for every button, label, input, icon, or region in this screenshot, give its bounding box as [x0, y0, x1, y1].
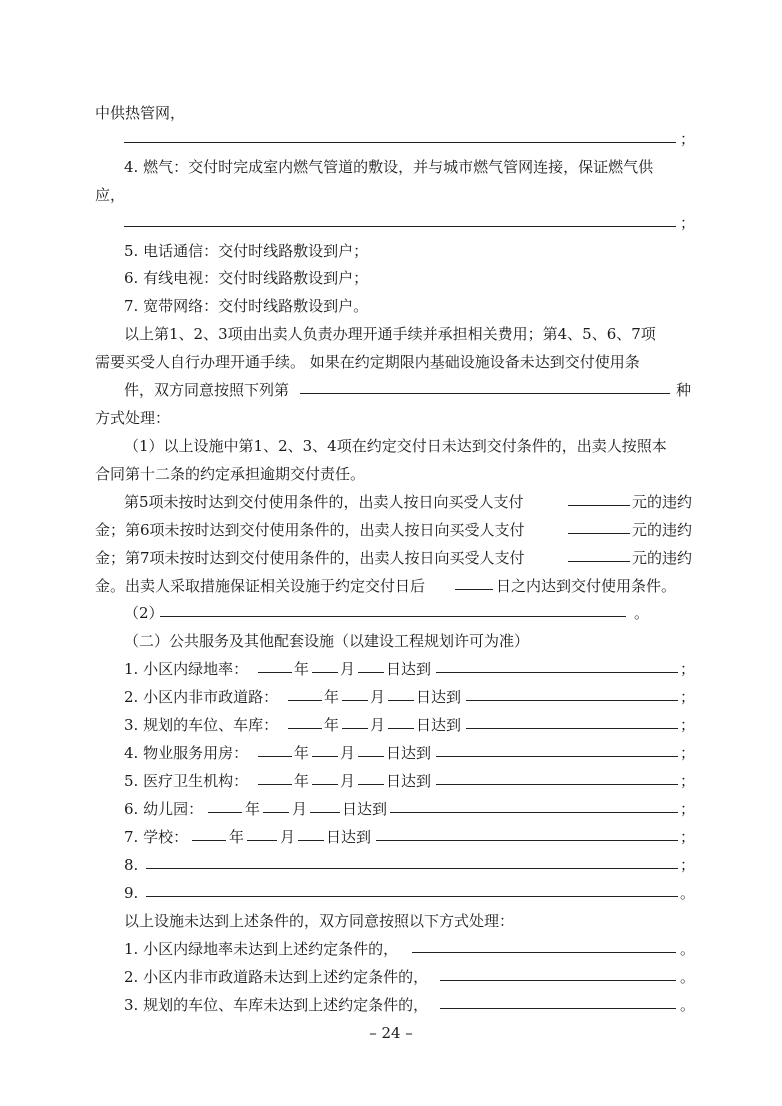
fill-blank[interactable] [466, 713, 678, 729]
text: 1. 小区内绿地率未达到上述约定条件的， [124, 940, 399, 958]
text-line [0, 239, 782, 263]
text: 月 [370, 716, 386, 734]
punctuation: 。 [680, 996, 696, 1014]
text: 3. 规划的车位、车库未达到上述约定条件的， [124, 996, 429, 1014]
month-blank[interactable] [312, 741, 338, 757]
punctuation: ； [680, 214, 696, 232]
punctuation: ； [680, 130, 696, 148]
facility-line [0, 825, 782, 849]
year-blank[interactable] [288, 685, 322, 701]
day-blank[interactable] [310, 797, 340, 813]
text: 7. 学校： [124, 828, 189, 846]
text: 1. 小区内绿地率： [124, 660, 249, 678]
punctuation: 。 [680, 884, 696, 902]
fill-blank[interactable] [568, 518, 630, 534]
text-line [0, 378, 782, 402]
text: 金；第7项未按时达到交付使用条件的，出卖人按日向买受人支付 [95, 549, 525, 567]
fill-blank[interactable] [146, 853, 678, 869]
text: 月 [340, 772, 356, 790]
text-line [0, 909, 782, 933]
text: 2. 小区内非市政道路未达到上述约定条件的， [124, 968, 429, 986]
facility-line [0, 713, 782, 737]
text-line [0, 350, 782, 374]
punctuation: 。 [634, 604, 650, 622]
month-blank[interactable] [312, 657, 338, 673]
fill-blank[interactable] [440, 965, 676, 981]
facility-line [0, 685, 782, 709]
facility-line [0, 769, 782, 793]
remedy-line [0, 937, 782, 961]
remedy-line [0, 993, 782, 1017]
fill-blank[interactable] [390, 797, 678, 813]
text: 日达到 [342, 800, 388, 818]
text: 月 [370, 688, 386, 706]
text-line [0, 294, 782, 318]
text: 年 [324, 716, 340, 734]
text: 日达到 [386, 660, 432, 678]
text: 月 [340, 660, 356, 678]
punctuation: ； [680, 716, 696, 734]
text: 以上第1、2、3项由出卖人负责办理开通手续并承担相关费用；第4、5、6、7项 [124, 325, 656, 343]
text-line [0, 462, 782, 486]
text-line [0, 183, 782, 207]
month-blank[interactable] [342, 685, 368, 701]
day-blank[interactable] [388, 713, 414, 729]
fill-blank[interactable] [146, 881, 678, 897]
month-blank[interactable] [312, 769, 338, 785]
text-line [0, 601, 782, 625]
day-blank[interactable] [298, 825, 324, 841]
text-line [0, 490, 782, 514]
punctuation: 。 [680, 968, 696, 986]
remedy-line [0, 965, 782, 989]
text: 日达到 [416, 688, 462, 706]
day-blank[interactable] [358, 769, 384, 785]
punctuation: ； [680, 856, 696, 874]
fill-blank[interactable] [455, 574, 493, 590]
text: （1）以上设施中第1、2、3、4项在约定交付日未达到交付条件的，出卖人按照本 [124, 437, 667, 455]
text: 月 [340, 744, 356, 762]
text: 元的违约 [632, 549, 693, 567]
text: 8. [124, 856, 139, 874]
text: 4. 燃气：交付时完成室内燃气管道的敷设，并与城市燃气管网连接，保证燃气供 [124, 158, 654, 176]
fill-blank[interactable] [436, 657, 678, 673]
text: 日达到 [386, 744, 432, 762]
fill-blank[interactable] [124, 127, 676, 143]
text: 年 [294, 660, 310, 678]
text: 年 [324, 688, 340, 706]
day-blank[interactable] [388, 685, 414, 701]
text: 日达到 [416, 716, 462, 734]
fill-blank[interactable] [436, 769, 678, 785]
text-line [0, 406, 782, 430]
punctuation: ； [680, 772, 696, 790]
text: 7. 宽带网络：交付时线路敷设到户。 [124, 297, 369, 315]
text: 月 [292, 800, 308, 818]
text-line [0, 574, 782, 598]
section-heading [0, 629, 782, 653]
facility-line [0, 797, 782, 821]
text: 以上设施未达到上述条件的，双方同意按照以下方式处理： [124, 912, 515, 930]
facility-line [0, 741, 782, 765]
year-blank[interactable] [288, 713, 322, 729]
text: 元的违约 [632, 493, 693, 511]
fill-blank[interactable] [440, 993, 676, 1009]
facility-line [0, 853, 782, 877]
text-line [0, 518, 782, 542]
punctuation: ； [680, 800, 696, 818]
year-blank[interactable] [208, 797, 242, 813]
text: （2） [124, 604, 164, 622]
year-blank[interactable] [258, 741, 292, 757]
month-blank[interactable] [342, 713, 368, 729]
blank-line [0, 127, 782, 151]
text: 合同第十二条的约定承担逾期交付责任。 [95, 465, 366, 483]
text-line [0, 155, 782, 179]
fill-blank[interactable] [376, 825, 678, 841]
text: （二）公共服务及其他配套设施（以建设工程规划许可为准） [124, 632, 530, 650]
text: 9. [124, 884, 139, 902]
text: 5. 医疗卫生机构： [124, 772, 249, 790]
text: 月 [280, 828, 296, 846]
text-line [0, 101, 782, 125]
text: 2. 小区内非市政道路： [124, 688, 279, 706]
fill-blank[interactable] [436, 741, 678, 757]
fill-blank[interactable] [124, 211, 676, 227]
text-line [0, 322, 782, 346]
text: 元的违约 [632, 521, 693, 539]
page-number: – 24 – [369, 1024, 413, 1042]
text-line [0, 266, 782, 290]
day-blank[interactable] [358, 657, 384, 673]
text: 6. 幼儿园： [124, 800, 204, 818]
punctuation: ； [680, 744, 696, 762]
text: 6. 有线电视：交付时线路敷设到户； [124, 269, 369, 287]
text-line [0, 546, 782, 570]
fill-blank[interactable] [466, 685, 678, 701]
text: 应， [95, 186, 126, 204]
year-blank[interactable] [192, 825, 226, 841]
year-blank[interactable] [258, 657, 292, 673]
text: 4. 物业服务用房： [124, 744, 249, 762]
day-blank[interactable] [358, 741, 384, 757]
month-blank[interactable] [247, 825, 277, 841]
text: 年 [229, 828, 245, 846]
text: 金。出卖人采取措施保证相关设施于约定交付日后 [95, 577, 426, 595]
text: 日达到 [386, 772, 432, 790]
fill-blank[interactable] [568, 546, 630, 562]
text: 方式处理： [95, 409, 171, 427]
text: 需要买受人自行办理开通手续。 如果在约定期限内基础设施设备未达到交付使用条 [95, 353, 640, 371]
text: 第5项未按时达到交付使用条件的，出卖人按日向买受人支付 [124, 493, 524, 511]
text: 种 [676, 381, 692, 399]
blank-line [0, 211, 782, 235]
text: 年 [294, 744, 310, 762]
text: 3. 规划的车位、车库： [124, 716, 279, 734]
month-blank[interactable] [263, 797, 289, 813]
text: 年 [294, 772, 310, 790]
text: 件，双方同意按照下列第 [124, 381, 290, 399]
facility-line [0, 657, 782, 681]
text: 日之内达到交付使用条件。 [496, 577, 677, 595]
text: 年 [245, 800, 261, 818]
text: 金；第6项未按时达到交付使用条件的，出卖人按日向买受人支付 [95, 521, 525, 539]
facility-line [0, 881, 782, 905]
punctuation: ； [680, 828, 696, 846]
fill-blank[interactable] [568, 490, 630, 506]
text: 5. 电话通信：交付时线路敷设到户； [124, 242, 369, 260]
fill-blank[interactable] [300, 378, 670, 394]
year-blank[interactable] [258, 769, 292, 785]
text-line [0, 434, 782, 458]
text: 中供热管网， [95, 104, 186, 122]
fill-blank[interactable] [412, 937, 676, 953]
punctuation: 。 [680, 940, 696, 958]
punctuation: ； [680, 660, 696, 678]
fill-blank[interactable] [160, 601, 626, 617]
text: 日达到 [326, 828, 372, 846]
punctuation: ； [680, 688, 696, 706]
